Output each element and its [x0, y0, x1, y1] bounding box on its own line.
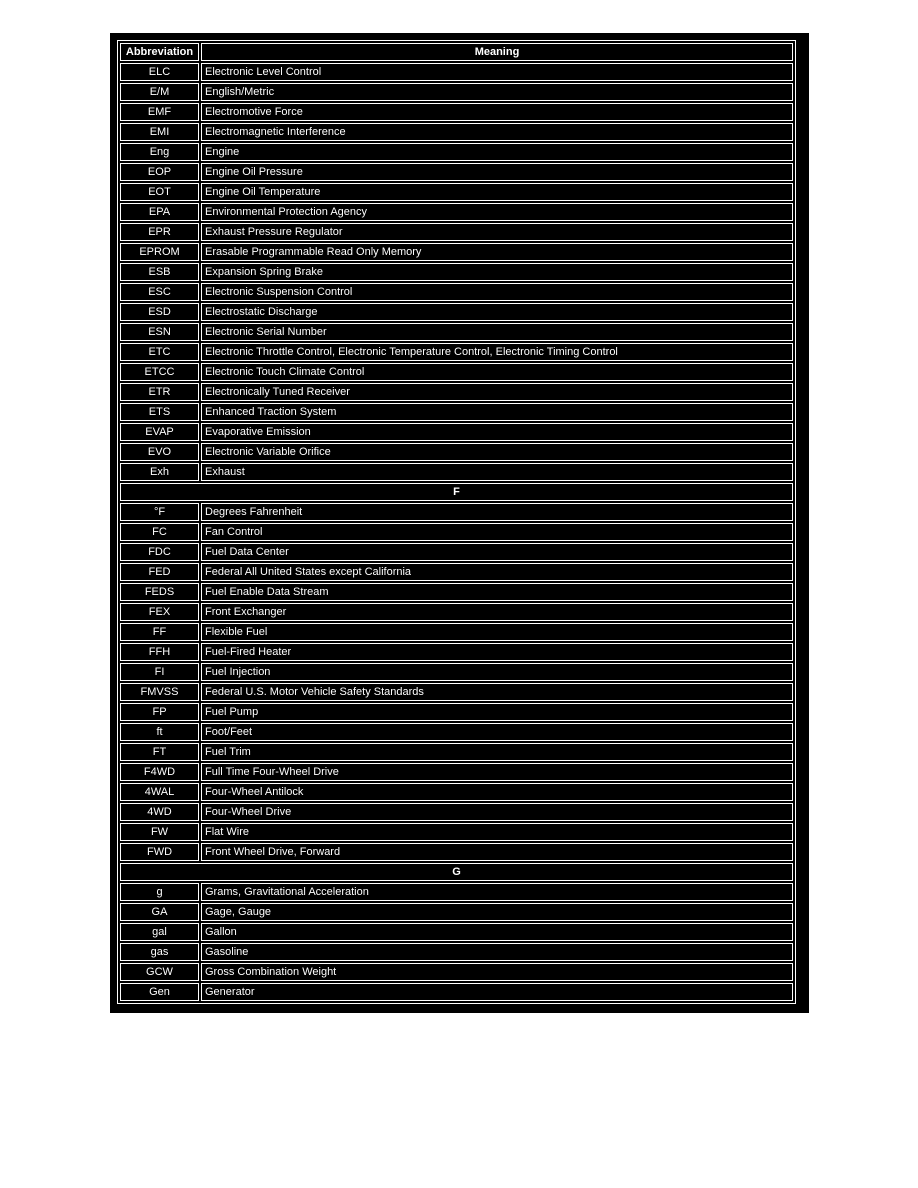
table-row: [120, 603, 793, 621]
abbreviation-cell: GCW: [120, 963, 199, 981]
meaning-cell: Engine Oil Pressure: [201, 163, 793, 181]
abbreviation-cell: ETR: [120, 383, 199, 401]
abbreviation-cell: 4WAL: [120, 783, 199, 801]
abbreviation-cell: EMF: [120, 103, 199, 121]
table-row: [120, 923, 793, 941]
table-row: [120, 323, 793, 341]
meaning-cell: English/Metric: [201, 83, 793, 101]
table-row: [120, 63, 793, 81]
abbreviation-cell: °F: [120, 503, 199, 521]
abbreviation-cell: FEX: [120, 603, 199, 621]
table-row: [120, 343, 793, 361]
meaning-cell: Federal U.S. Motor Vehicle Safety Standards: [201, 683, 793, 701]
abbreviation-cell: FW: [120, 823, 199, 841]
meaning-cell: Evaporative Emission: [201, 423, 793, 441]
table-row: [120, 303, 793, 321]
abbreviation-cell: ESD: [120, 303, 199, 321]
abbreviation-cell: ETC: [120, 343, 199, 361]
meaning-cell: Federal All United States except California: [201, 563, 793, 581]
table-row: [120, 663, 793, 681]
table-row: [120, 443, 793, 461]
meaning-cell: Fuel Trim: [201, 743, 793, 761]
abbreviation-cell: FP: [120, 703, 199, 721]
table-row: [120, 563, 793, 581]
meaning-cell: Electronically Tuned Receiver: [201, 383, 793, 401]
table-row: [120, 723, 793, 741]
table-row: [120, 803, 793, 821]
abbreviation-cell: ESB: [120, 263, 199, 281]
abbreviation-cell: ETS: [120, 403, 199, 421]
meaning-cell: Four-Wheel Drive: [201, 803, 793, 821]
abbreviation-cell: FWD: [120, 843, 199, 861]
meaning-cell: Fuel-Fired Heater: [201, 643, 793, 661]
table-row: [120, 503, 793, 521]
meaning-cell: Grams, Gravitational Acceleration: [201, 883, 793, 901]
abbreviation-cell: g: [120, 883, 199, 901]
table-row: [120, 83, 793, 101]
meaning-cell: Electrostatic Discharge: [201, 303, 793, 321]
meaning-cell: Enhanced Traction System: [201, 403, 793, 421]
table-row: [120, 783, 793, 801]
section-row: [120, 863, 793, 881]
table-row: [120, 683, 793, 701]
table-row: [120, 423, 793, 441]
abbreviation-cell: Gen: [120, 983, 199, 1001]
meaning-cell: Flat Wire: [201, 823, 793, 841]
table-row: [120, 583, 793, 601]
meaning-cell: Exhaust Pressure Regulator: [201, 223, 793, 241]
meaning-cell: Gage, Gauge: [201, 903, 793, 921]
table-row: [120, 123, 793, 141]
meaning-cell: Electronic Serial Number: [201, 323, 793, 341]
abbreviation-cell: EVAP: [120, 423, 199, 441]
abbreviation-cell: FED: [120, 563, 199, 581]
table-row: [120, 283, 793, 301]
table-row: [120, 643, 793, 661]
abbreviation-cell: F4WD: [120, 763, 199, 781]
meaning-cell: Generator: [201, 983, 793, 1001]
abbreviation-cell: GA: [120, 903, 199, 921]
table-row: [120, 163, 793, 181]
meaning-cell: Electromotive Force: [201, 103, 793, 121]
abbreviation-cell: 4WD: [120, 803, 199, 821]
meaning-cell: Fuel Data Center: [201, 543, 793, 561]
abbreviation-cell: FF: [120, 623, 199, 641]
column-header-abbreviation: Abbreviation: [120, 43, 199, 61]
table-row: [120, 403, 793, 421]
abbreviation-cell: Exh: [120, 463, 199, 481]
abbreviation-cell: ESC: [120, 283, 199, 301]
meaning-cell: Fuel Pump: [201, 703, 793, 721]
abbreviation-cell: ft: [120, 723, 199, 741]
meaning-cell: Flexible Fuel: [201, 623, 793, 641]
meaning-cell: Expansion Spring Brake: [201, 263, 793, 281]
abbreviation-cell: FEDS: [120, 583, 199, 601]
abbreviation-cell: ESN: [120, 323, 199, 341]
abbreviation-cell: FC: [120, 523, 199, 541]
table-row: [120, 263, 793, 281]
abbreviation-cell: EPROM: [120, 243, 199, 261]
meaning-cell: Degrees Fahrenheit: [201, 503, 793, 521]
table-row: [120, 203, 793, 221]
abbreviation-cell: EPA: [120, 203, 199, 221]
table-row: [120, 383, 793, 401]
abbreviation-cell: EOP: [120, 163, 199, 181]
abbreviation-cell: ETCC: [120, 363, 199, 381]
meaning-cell: Fan Control: [201, 523, 793, 541]
meaning-cell: Engine: [201, 143, 793, 161]
section-header-cell: F: [120, 483, 793, 501]
abbreviation-cell: gal: [120, 923, 199, 941]
table-row: [120, 623, 793, 641]
abbreviation-cell: gas: [120, 943, 199, 961]
meaning-cell: Electronic Touch Climate Control: [201, 363, 793, 381]
abbreviation-cell: FDC: [120, 543, 199, 561]
table-row: [120, 743, 793, 761]
table-row: [120, 843, 793, 861]
meaning-cell: Gallon: [201, 923, 793, 941]
abbreviation-cell: FMVSS: [120, 683, 199, 701]
abbreviation-cell: FFH: [120, 643, 199, 661]
table-row: [120, 223, 793, 241]
header-row: [120, 43, 793, 61]
abbreviation-cell: Eng: [120, 143, 199, 161]
meaning-cell: Electronic Level Control: [201, 63, 793, 81]
abbreviation-cell: FI: [120, 663, 199, 681]
table-row: [120, 523, 793, 541]
table-row: [120, 363, 793, 381]
meaning-cell: Gasoline: [201, 943, 793, 961]
table-row: [120, 243, 793, 261]
meaning-cell: Electronic Throttle Control, Electronic Temperature Control, Electronic Timing Control: [201, 343, 793, 361]
abbreviation-cell: FT: [120, 743, 199, 761]
section-header-cell: G: [120, 863, 793, 881]
table-row: [120, 543, 793, 561]
abbreviation-cell: EMI: [120, 123, 199, 141]
table-row: [120, 963, 793, 981]
abbreviation-cell: EPR: [120, 223, 199, 241]
table-row: [120, 883, 793, 901]
abbreviation-cell: EVO: [120, 443, 199, 461]
meaning-cell: Front Exchanger: [201, 603, 793, 621]
abbreviation-cell: ELC: [120, 63, 199, 81]
meaning-cell: Engine Oil Temperature: [201, 183, 793, 201]
meaning-cell: Gross Combination Weight: [201, 963, 793, 981]
column-header-meaning: Meaning: [201, 43, 793, 61]
meaning-cell: Electronic Suspension Control: [201, 283, 793, 301]
table-row: [120, 143, 793, 161]
meaning-cell: Erasable Programmable Read Only Memory: [201, 243, 793, 261]
abbreviation-table: [117, 40, 796, 1004]
meaning-cell: Fuel Enable Data Stream: [201, 583, 793, 601]
table-row: [120, 903, 793, 921]
meaning-cell: Four-Wheel Antilock: [201, 783, 793, 801]
table-row: [120, 103, 793, 121]
table-row: [120, 943, 793, 961]
section-row: [120, 483, 793, 501]
abbreviation-cell: EOT: [120, 183, 199, 201]
table-row: [120, 703, 793, 721]
meaning-cell: Fuel Injection: [201, 663, 793, 681]
meaning-cell: Exhaust: [201, 463, 793, 481]
meaning-cell: Front Wheel Drive, Forward: [201, 843, 793, 861]
table-row: [120, 463, 793, 481]
meaning-cell: Foot/Feet: [201, 723, 793, 741]
table-row: [120, 763, 793, 781]
table-row: [120, 823, 793, 841]
meaning-cell: Full Time Four-Wheel Drive: [201, 763, 793, 781]
meaning-cell: Electronic Variable Orifice: [201, 443, 793, 461]
table-row: [120, 983, 793, 1001]
meaning-cell: Environmental Protection Agency: [201, 203, 793, 221]
abbreviation-table-frame: [110, 33, 809, 1013]
abbreviation-cell: E/M: [120, 83, 199, 101]
meaning-cell: Electromagnetic Interference: [201, 123, 793, 141]
table-row: [120, 183, 793, 201]
